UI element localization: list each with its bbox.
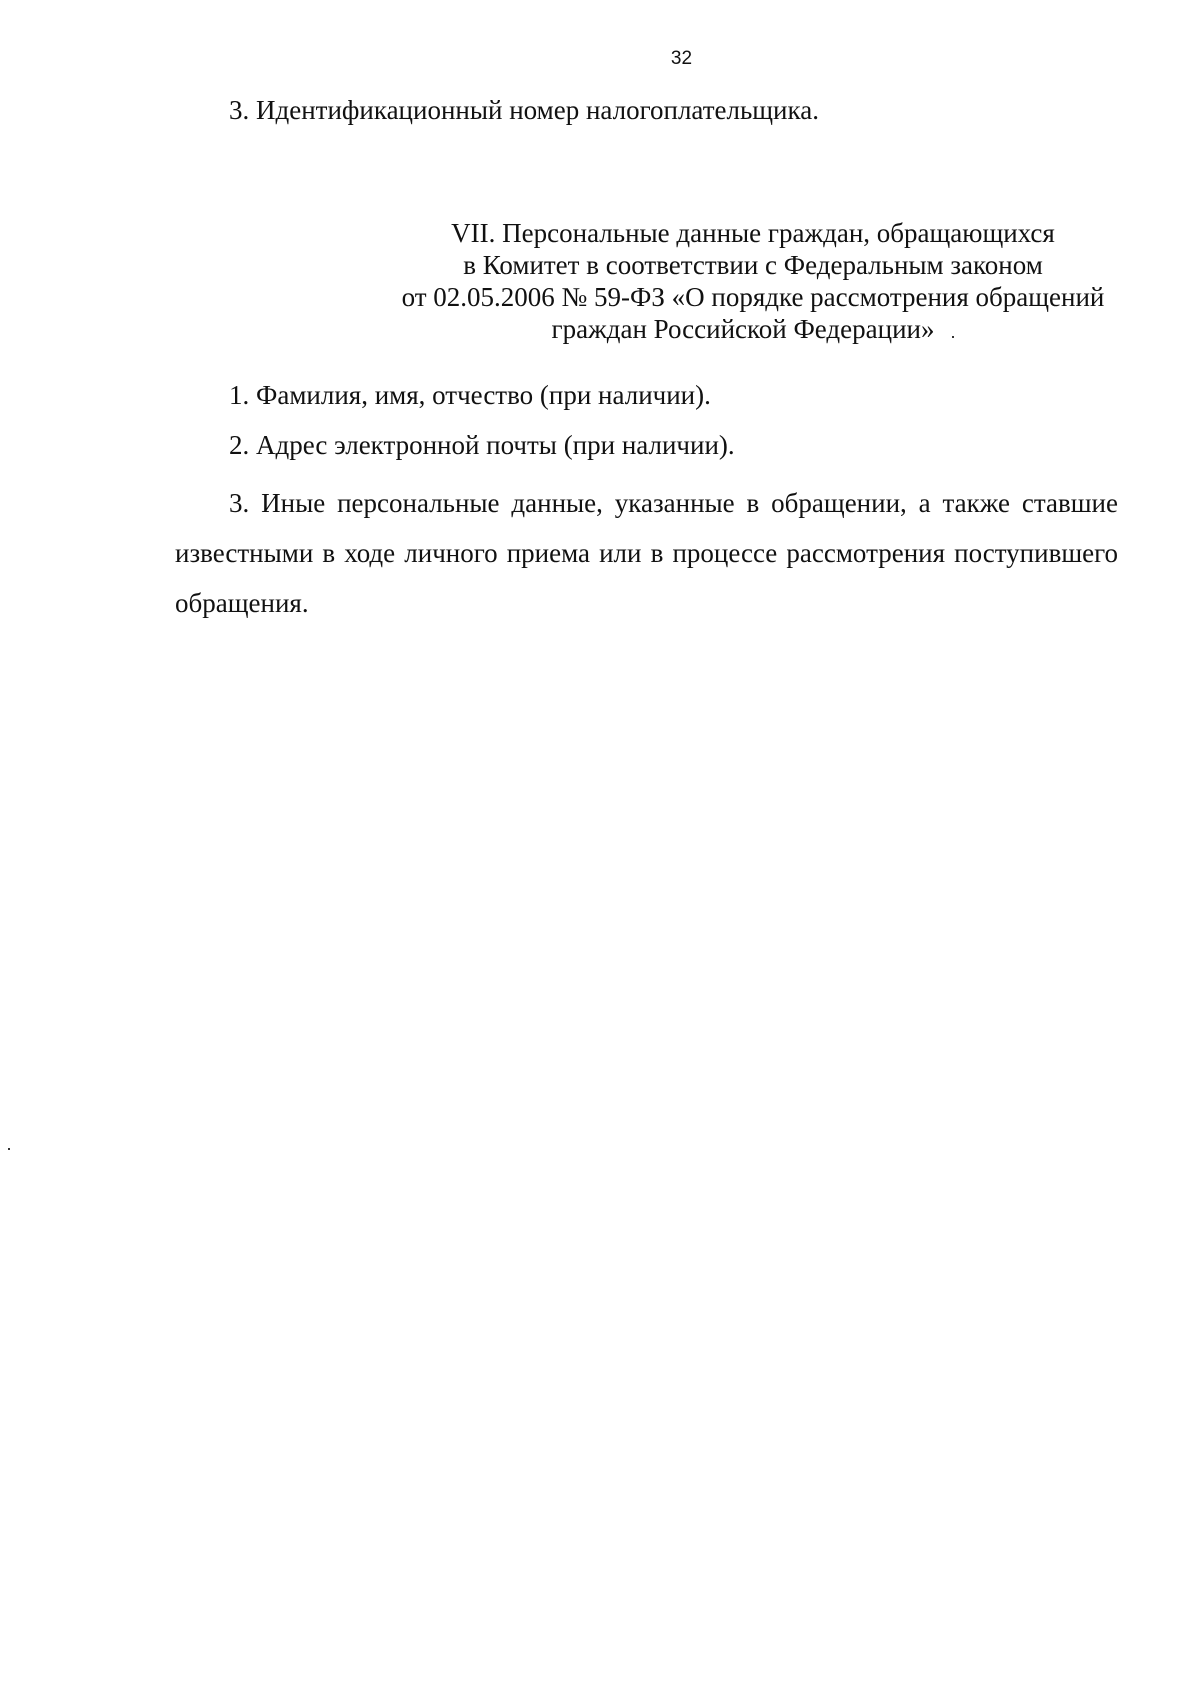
- section-heading-line: от 02.05.2006 № 59-ФЗ «О порядке рассмотрения обращений: [401, 282, 1105, 312]
- page-number: 32: [670, 48, 693, 69]
- section-heading-line-last: [0, 313, 1200, 345]
- list-item: 2. Адрес электронной почты (при наличии).: [229, 430, 735, 460]
- section-heading-line: в Комитет в соответствии с Федеральным законом: [463, 250, 1043, 280]
- stray-dot: [952, 336, 954, 338]
- scan-artifact: [8, 1148, 10, 1150]
- section-heading: [0, 217, 1200, 345]
- section-heading-line: VII. Персональные данные граждан, обращающихся: [451, 218, 1055, 248]
- section-heading-line-text: граждан Российской Федерации»: [551, 314, 935, 344]
- list-item-paragraph: 3. Иные персональные данные, указанные в обращении, а также ставшие известными в ходе личного приема или в процессе рассмотрения поступившего обращения.: [175, 488, 1118, 618]
- list-item: 1. Фамилия, имя, отчество (при наличии).: [229, 380, 711, 410]
- list-item-taxpayer-id: 3. Идентификационный номер налогоплательщика.: [229, 95, 819, 125]
